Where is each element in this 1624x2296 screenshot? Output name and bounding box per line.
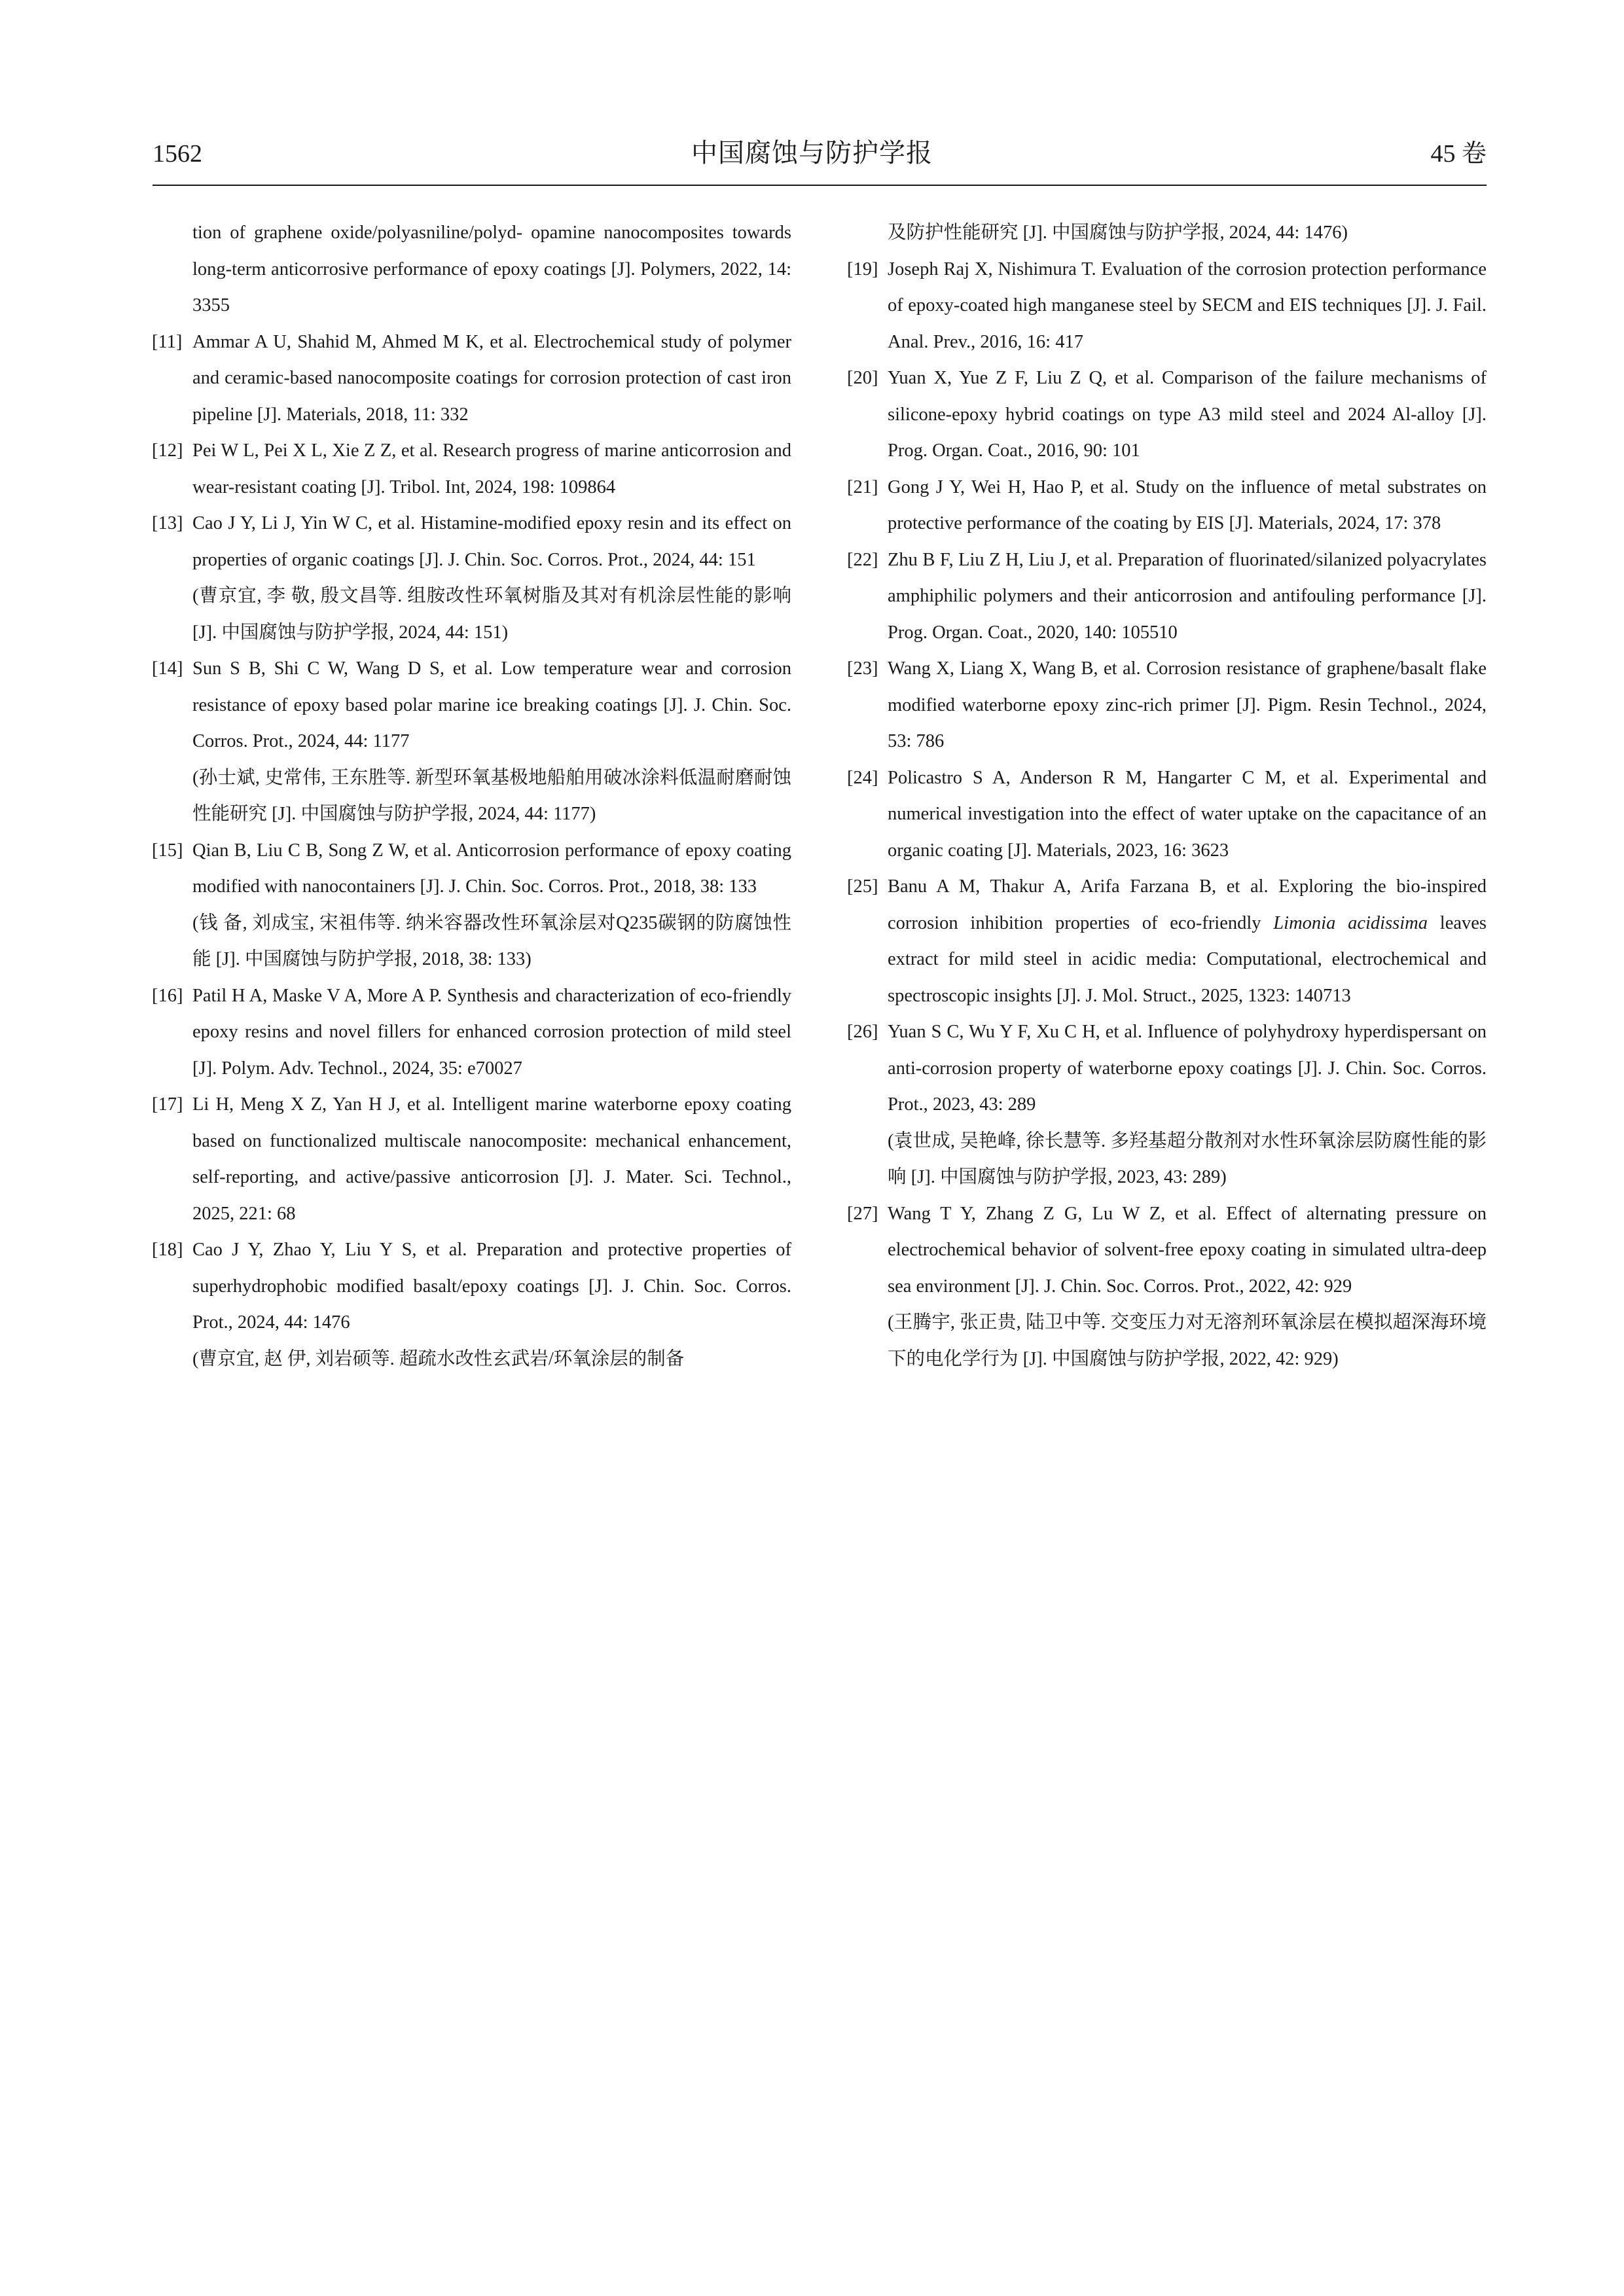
reference-text: tion of graphene oxide/polyasniline/polyd- opamine nanocomposites towards long-term anticorrosive performance of epoxy coatings [J]. Polymers, 2022, 14: 3355 — [192, 223, 791, 315]
reference-text: Sun S B, Shi C W, Wang D S, et al. Low temperature wear and corrosion resistance of epoxy based polar marine ice breaking coatings [J]. J. Chin. Soc. Corros. Prot., 2024, 44: 1177 — [192, 658, 791, 751]
reference-text: Cao J Y, Li J, Yin W C, et al. Histamine-modified epoxy resin and its effect on properties of organic coatings [J]. J. Chin. Soc. Corros. Prot., 2024, 44: 151 — [192, 513, 791, 570]
references-left-column — [152, 215, 791, 1377]
reference-chinese-text: (钱 备, 刘成宝, 宋祖伟等. 纳米容器改性环氧涂层对Q235碳钢的防腐蚀性能 [J]. 中国腐蚀与防护学报, 2018, 38: 133) — [192, 912, 791, 969]
reference-21 — [847, 469, 1487, 542]
reference-25 — [847, 869, 1487, 1014]
reference-chinese-text: (袁世成, 吴艳峰, 徐长慧等. 多羟基超分散剂对水性环氧涂层防腐性能的影响 [J]. 中国腐蚀与防护学报, 2023, 43: 289) — [888, 1130, 1487, 1187]
reference-text: Policastro S A, Anderson R M, Hangarter C M, et al. Experimental and numerical investigation into the effect of water uptake on the capacitance of an organic coating [J]. Materials, 2023, 16: 3623 — [888, 767, 1487, 861]
reference-text: Qian B, Liu C B, Song Z W, et al. Anticorrosion performance of epoxy coating modified with nanocontainers [J]. J. Chin. Soc. Corros. Prot., 2018, 38: 133 — [192, 840, 791, 897]
reference-text: Gong J Y, Wei H, Hao P, et al. Study on the influence of metal substrates on protective performance of the coating by EIS [J]. Materials, 2024, 17: 378 — [888, 476, 1487, 533]
reference-number: [17] — [152, 1094, 183, 1115]
reference-text: Li H, Meng X Z, Yan H J, et al. Intelligent marine waterborne epoxy coating based on functionalized multiscale nanocomposite: mechanical enhancement, self-reporting, and active/passive anticorrosion [J]. J. Mater. Sci. Technol., 2025, 221: 68 — [192, 1094, 791, 1224]
reference-number: [26] — [847, 1022, 878, 1042]
reference-22 — [847, 542, 1487, 651]
reference-19 — [847, 251, 1487, 361]
reference-13 — [152, 505, 791, 651]
reference-11 — [152, 324, 791, 433]
reference-number: [16] — [152, 985, 183, 1006]
reference-number: [12] — [152, 440, 183, 461]
reference-18 — [152, 1232, 791, 1377]
reference-number: [11] — [152, 331, 183, 352]
reference-number: [22] — [847, 549, 878, 570]
reference-number: [18] — [152, 1240, 183, 1260]
reference-number: [13] — [152, 513, 183, 533]
reference-18-continued — [888, 215, 1487, 251]
reference-23 — [847, 651, 1487, 760]
reference-17 — [152, 1086, 791, 1232]
reference-number: [27] — [847, 1203, 878, 1224]
reference-26 — [847, 1014, 1487, 1196]
reference-text: Yuan S C, Wu Y F, Xu C H, et al. Influence of polyhydroxy hyperdispersant on anti-corrosion property of waterborne epoxy coatings [J]. J. Chin. Soc. Corros. Prot., 2023, 43: 289 — [888, 1022, 1487, 1115]
reference-14 — [152, 651, 791, 833]
reference-text: 及防护性能研究 [J]. 中国腐蚀与防护学报, 2024, 44: 1476) — [888, 223, 1348, 243]
reference-number: [25] — [847, 876, 878, 897]
reference-text: Ammar A U, Shahid M, Ahmed M K, et al. Electrochemical study of polymer and ceramic-based nanocomposite coatings for corrosion protection of cast iron pipeline [J]. Materials, 2018, 11: 332 — [192, 331, 791, 425]
reference-chinese-text: (孙士斌, 史常伟, 王东胜等. 新型环氧基极地船舶用破冰涂料低温耐磨耐蚀性能研究 [J]. 中国腐蚀与防护学报, 2024, 44: 1177) — [192, 767, 791, 824]
reference-text: Cao J Y, Zhao Y, Liu Y S, et al. Preparation and protective properties of superhydrophobic modified basalt/epoxy coatings [J]. J. Chin. Soc. Corros. Prot., 2024, 44: 1476 — [192, 1240, 791, 1333]
reference-number: [21] — [847, 476, 878, 497]
reference-chinese-text: (曹京宜, 赵 伊, 刘岩硕等. 超疏水改性玄武岩/环氧涂层的制备 — [192, 1348, 685, 1369]
reference-number: [20] — [847, 368, 878, 388]
reference-text: Yuan X, Yue Z F, Liu Z Q, et al. Comparison of the failure mechanisms of silicone-epoxy hybrid coatings on type A3 mild steel and 2024 Al-alloy [J]. Prog. Organ. Coat., 2016, 90: 101 — [888, 368, 1487, 461]
reference-number: [14] — [152, 658, 183, 679]
reference-text: Zhu B F, Liu Z H, Liu J, et al. Preparation of fluorinated/silanized polyacrylates amphiphilic polymers and their anticorrosion and antifouling performance [J]. Prog. Organ. Coat., 2020, 140: 105510 — [888, 549, 1487, 643]
reference-12 — [152, 433, 791, 505]
references-right-column — [847, 215, 1487, 1377]
reference-text: Joseph Raj X, Nishimura T. Evaluation of the corrosion protection performance of epoxy-coated high manganese steel by SECM and EIS techniques [J]. J. Fail. Anal. Prev., 2016, 16: 417 — [888, 259, 1487, 352]
reference-chinese-text: (曹京宜, 李 敬, 殷文昌等. 组胺改性环氧树脂及其对有机涂层性能的影响 [J]. 中国腐蚀与防护学报, 2024, 44: 151) — [192, 586, 791, 643]
reference-number: [15] — [152, 840, 183, 861]
reference-number: [19] — [847, 259, 878, 279]
reference-10-continued — [192, 215, 791, 324]
reference-text: Pei W L, Pei X L, Xie Z Z, et al. Research progress of marine anticorrosion and wear-resistant coating [J]. Tribol. Int, 2024, 198: 109864 — [192, 440, 791, 497]
reference-text: Wang X, Liang X, Wang B, et al. Corrosion resistance of graphene/basalt flake modified waterborne epoxy zinc-rich primer [J]. Pigm. Resin Technol., 2024, 53: 786 — [888, 658, 1487, 751]
reference-text-part: Banu A M, Thakur A, Arifa Farzana B, et al. Exploring the bio-inspired corrosion inhibition properties of eco-friendly — [888, 876, 1487, 933]
journal-title: 中国腐蚀与防护学报 — [691, 138, 933, 168]
reference-20 — [847, 360, 1487, 469]
reference-15 — [152, 833, 791, 978]
page-number: 1562 — [153, 140, 202, 168]
volume-label: 45 卷 — [1430, 140, 1487, 168]
header-rule — [153, 185, 1487, 186]
reference-number: [23] — [847, 658, 878, 679]
reference-27 — [847, 1196, 1487, 1378]
reference-chinese-text: (王腾宇, 张正贵, 陆卫中等. 交变压力对无溶剂环氧涂层在模拟超深海环境下的电化学行为 [J]. 中国腐蚀与防护学报, 2022, 42: 929) — [888, 1312, 1487, 1369]
reference-16 — [152, 978, 791, 1087]
reference-text-part: leaves extract for mild steel in acidic media: Computational, electrochemical and spectroscopic insights [J]. J. Mol. Struct., 2025, 1323: 140713 — [888, 912, 1487, 1006]
reference-number: [24] — [847, 767, 878, 788]
species-name-italic: Limonia acidissima — [1273, 912, 1428, 933]
reference-text: Wang T Y, Zhang Z G, Lu W Z, et al. Effect of alternating pressure on electrochemical behavior of solvent-free epoxy coating in simulated ultra-deep sea environment [J]. J. Chin. Soc. Corros. Prot., 2022, 42: 929 — [888, 1203, 1487, 1297]
reference-24 — [847, 760, 1487, 869]
reference-text: Patil H A, Maske V A, More A P. Synthesis and characterization of eco-friendly epoxy resins and novel fillers for enhanced corrosion protection of mild steel [J]. Polym. Adv. Technol., 2024, 35: e70027 — [192, 985, 791, 1079]
